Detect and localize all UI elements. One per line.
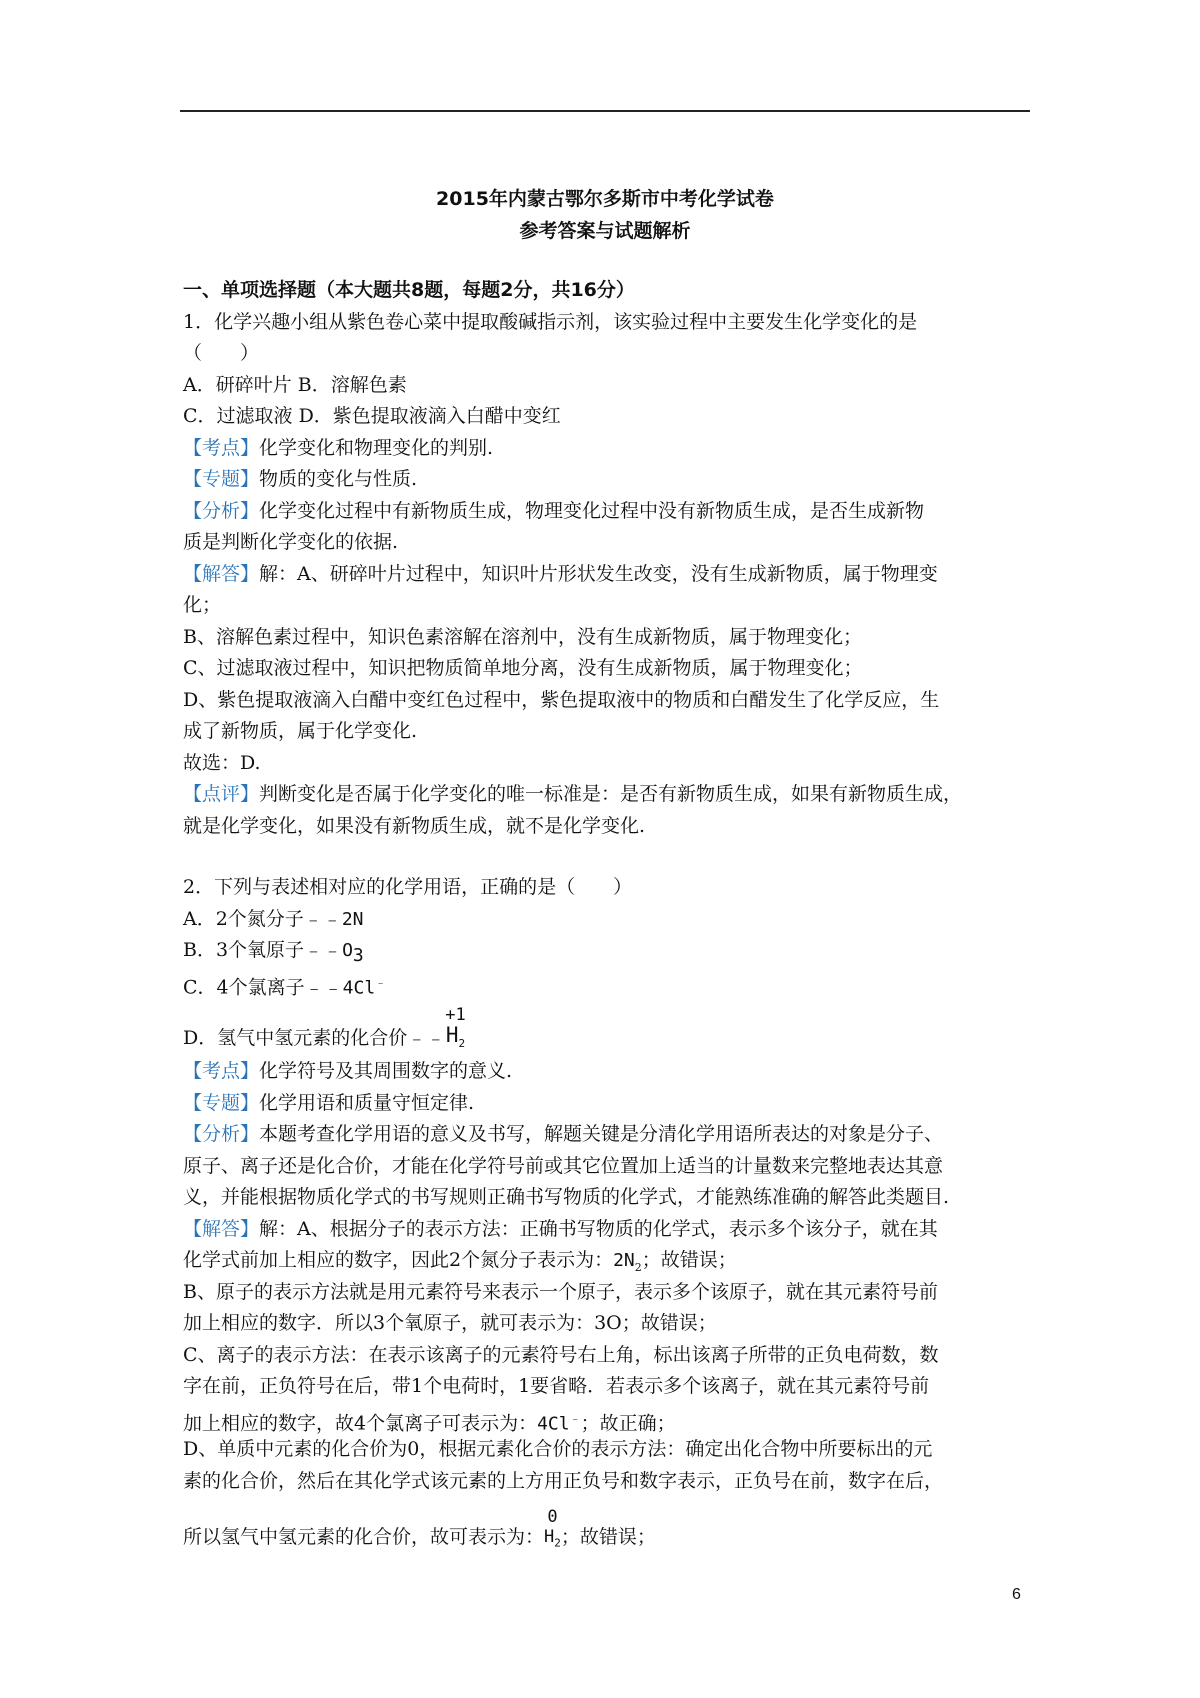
q1-answer: 故选：D. (183, 751, 261, 774)
jieda-text: 所以氢气中氢元素的化合价，故可表示为： (183, 1525, 545, 1548)
formula-superscript: ﹣ (569, 1411, 581, 1425)
zhuanti-tag: 【专题】 (183, 1091, 260, 1114)
valence-element: H (445, 1022, 459, 1047)
option-b-formula: O (342, 940, 353, 961)
option-b-subscript: 3 (352, 944, 364, 966)
q2-jieda-4: 加上相应的数字．所以3个氧原子，就可表示为：3O；故错误； (183, 1312, 717, 1334)
exam-subtitle: 参考答案与试题解析 (519, 220, 691, 242)
valence-symbol (544, 1527, 561, 1553)
q2-option-a (183, 904, 1028, 936)
q2-jieda-8: D、单质中元素的化合价为0，根据元素化合价的表示方法：确定出化合物中所要标出的元 (183, 1438, 933, 1460)
kaodian-tag: 【考点】 (183, 1060, 260, 1082)
q1-options-cd: C．过滤取液 D．紫色提取液滴入白醋中变红 (183, 405, 561, 427)
option-a-text: A．2个氮分子﹣﹣ (183, 907, 342, 930)
q2-option-c (183, 967, 1028, 999)
option-a-formula: 2N (341, 908, 364, 930)
valence-subscript: 2 (554, 1536, 561, 1549)
option-c-formula: 4Cl (342, 976, 376, 998)
jieda-text: 解：A、研碎叶片过程中，知识叶片形状发生改变，没有生成新物质，属于物理变 (259, 562, 938, 585)
q1-fenxi-cont: 质是判断化学变化的依据. (183, 531, 399, 553)
fenxi-text: 化学变化过程中有新物质生成，物理变化过程中没有新物质生成，是否生成新物 (259, 499, 925, 522)
jieda-text: ；故错误； (641, 1249, 737, 1271)
valence-subscript: 2 (458, 1037, 466, 1050)
question-gap (183, 842, 1028, 872)
section-heading: 一、单项选择题（本大题共8题，每题2分，共16分） (183, 279, 635, 301)
q1-kaodian (183, 433, 1028, 465)
q2-jieda-6: 字在前，正负符号在后，带1个电荷时，1要省略．若表示多个该离子，就在其元素符号前 (183, 1375, 930, 1397)
q1-jieda-2: 化； (183, 594, 222, 616)
q2-stem: 2．下列与表述相对应的化学用语，正确的是（ ） (183, 876, 633, 898)
zhuanti-tag: 【专题】 (183, 468, 260, 490)
q2-kaodian (183, 1056, 1028, 1088)
q1-stem: 1．化学兴趣小组从紫色卷心菜中提取酸碱指示剂，该实验过程中主要发生化学变化的是 (183, 310, 918, 333)
q1-jieda-6: 成了新物质，属于化学变化. (183, 720, 418, 742)
valence-notation (544, 1507, 561, 1553)
q2-jieda-10 (183, 1497, 1028, 1555)
dianping-text: 判断变化是否属于化学变化的唯一标准是：是否有新物质生成，如果有新物质生成， (259, 783, 963, 805)
q2-option-d (183, 998, 1028, 1056)
q2-zhuanti (183, 1088, 1028, 1120)
q1-jieda-4: C、过滤取液过程中，知识把物质简单地分离，没有生成新物质，属于物理变化； (183, 657, 863, 679)
q1-fenxi (183, 496, 1028, 528)
q2-jieda-5: C、离子的表示方法：在表示该离子的元素符号右上角，标出该离子所带的正负电荷数，数 (183, 1343, 939, 1366)
valence-top: 0 (547, 1506, 558, 1527)
page-number: 6 (1012, 1586, 1021, 1603)
jieda-text: 化学式前加上相应的数字，因此2个氮分子表示为： (183, 1249, 614, 1271)
valence-symbol (445, 1022, 466, 1054)
option-d-valence (445, 1005, 465, 1054)
jieda-text: ；故正确； (580, 1411, 676, 1434)
q2-jieda (183, 1214, 1028, 1246)
valence-element: H (544, 1526, 555, 1547)
formula-subscript: 2 (634, 1260, 642, 1274)
q2-option-b (183, 935, 1028, 967)
option-b-text: B．3个氧原子﹣﹣ (183, 939, 343, 961)
q1-jieda-3: B、溶解色素过程中，知识色素溶解在溶剂中，没有生成新物质，属于物理变化； (183, 625, 862, 648)
fenxi-tag: 【分析】 (183, 1123, 260, 1145)
jieda-text: 加上相应的数字，故4个氯离子可表示为： (183, 1411, 538, 1434)
kaodian-tag: 【考点】 (183, 436, 260, 459)
page-content (183, 275, 1028, 1555)
q2-fenxi-3: 义，并能根据物质化学式的书写规则正确书写物质的化学式，才能熟练准确的解答此类题目. (183, 1186, 950, 1208)
header-rule (180, 110, 1030, 112)
q2-jieda-2 (183, 1245, 1028, 1277)
zhuanti-text: 物质的变化与性质. (259, 468, 418, 490)
q1-zhuanti (183, 464, 1028, 496)
q2-jieda-7 (183, 1403, 1028, 1435)
formula: 2N (613, 1250, 635, 1271)
option-c-text: C．4个氯离子﹣﹣ (183, 975, 343, 998)
formula: 4Cl (537, 1412, 570, 1434)
fenxi-text: 本题考查化学用语的意义及书写，解题关键是分清化学用语所表达的对象是分子、 (259, 1123, 944, 1145)
exam-title: 2015年内蒙古鄂尔多斯市中考化学试卷 (436, 188, 774, 210)
dianping-tag: 【点评】 (183, 783, 260, 805)
jieda-tag: 【解答】 (183, 1217, 260, 1240)
zhuanti-text: 化学用语和质量守恒定律. (259, 1091, 475, 1114)
q2-fenxi-2: 原子、离子还是化合价，才能在化学符号前或其它位置加上适当的计量数来完整地表达其意 (183, 1154, 944, 1177)
jieda-text: 解：A、根据分子的表示方法：正确书写物质的化学式，表示多个该分子，就在其 (259, 1217, 938, 1240)
q1-dianping (183, 779, 1028, 811)
jieda-text: ；故错误； (560, 1525, 656, 1548)
q1-blank: （ ） (183, 342, 260, 364)
kaodian-text: 化学符号及其周围数字的意义. (259, 1060, 513, 1082)
fenxi-tag: 【分析】 (183, 499, 260, 522)
valence-top: +1 (445, 1004, 466, 1025)
jieda-tag: 【解答】 (183, 562, 260, 585)
kaodian-text: 化学变化和物理变化的判别. (259, 436, 494, 459)
option-c-superscript: ﹣ (375, 975, 387, 989)
option-d-text: D．氢气中氢元素的化合价﹣﹣ (183, 1026, 446, 1049)
q2-jieda-9: 素的化合价，然后在其化学式该元素的上方用正负号和数字表示，正负号在前，数字在后， (183, 1469, 944, 1492)
q1-jieda (183, 559, 1028, 591)
q1-options-ab: A．研碎叶片 B．溶解色素 (183, 373, 407, 396)
q2-jieda-3: B、原子的表示方法就是用元素符号来表示一个原子，表示多个该原子，就在其元素符号前 (183, 1280, 938, 1303)
q1-jieda-5: D、紫色提取液滴入白醋中变红色过程中，紫色提取液中的物质和白醋发生了化学反应，生 (183, 688, 940, 711)
q2-fenxi (183, 1119, 1028, 1151)
q1-dianping-cont: 就是化学变化，如果没有新物质生成，就不是化学变化. (183, 814, 646, 837)
